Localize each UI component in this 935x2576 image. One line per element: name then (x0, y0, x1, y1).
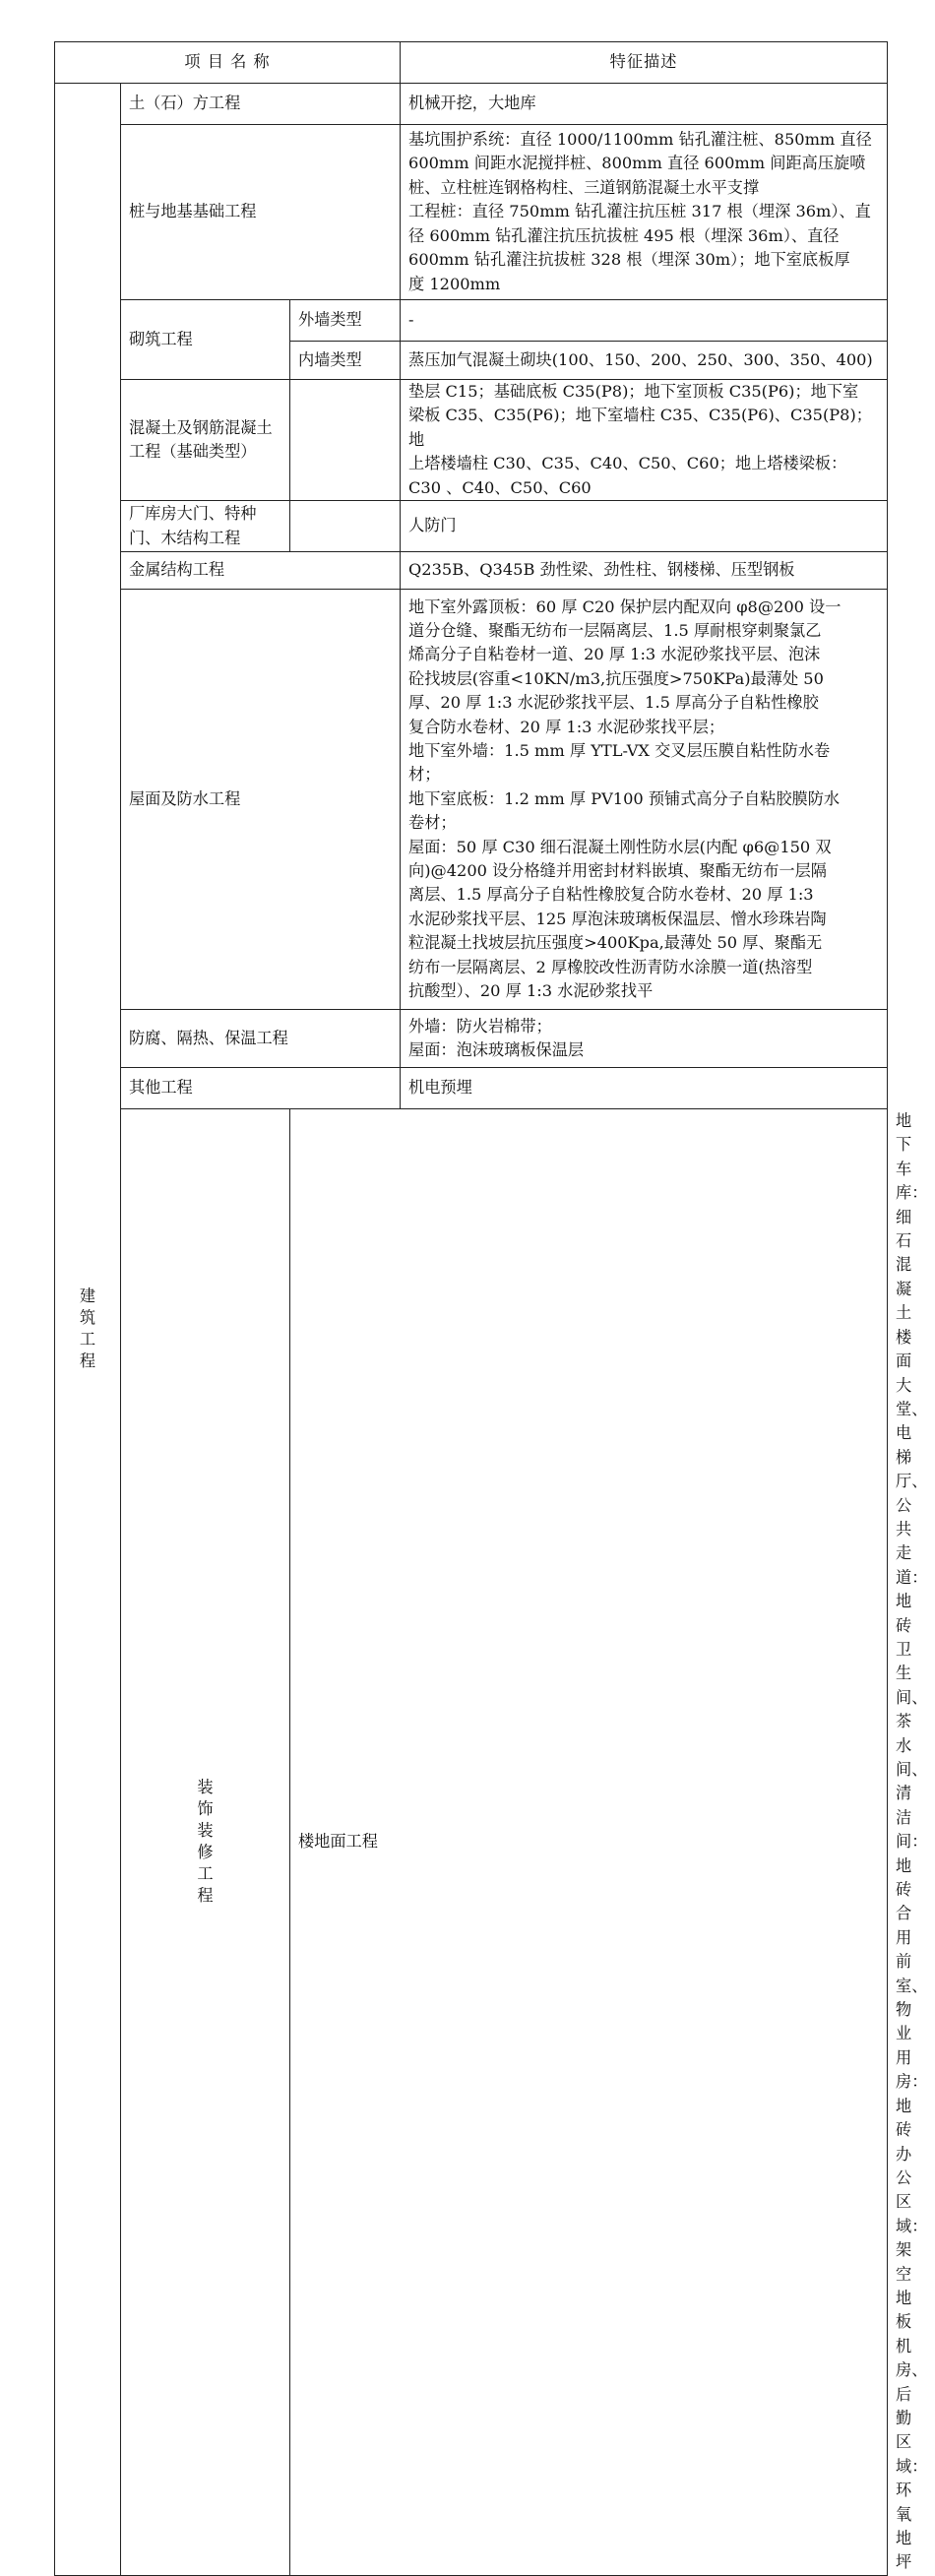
row-desc-other: 机电预埋 (401, 1068, 888, 1109)
desc-line: 抗酸型）、20 厚 1:3 水泥砂浆找平 (408, 981, 654, 1001)
desc-line: 屋面：50 厚 C30 细石混凝土刚性防水层(内配 φ6@150 双 (408, 837, 832, 856)
row-desc-pile (401, 125, 888, 300)
masonry-inner-label: 内墙类型 (290, 342, 401, 380)
desc-line: 度 1200mm (408, 274, 501, 293)
desc-line: 地下室外墙：1.5 mm 厚 YTL-VX 交叉层压膜自粘性防水卷 (408, 741, 831, 761)
row-name-metal: 金属结构工程 (121, 552, 401, 590)
desc-line: 纺布一层隔离层、2 厚橡胶改性沥青防水涂膜一道(热溶型 (408, 957, 813, 976)
row-name-earthwork: 土（石）方工程 (121, 84, 401, 125)
row-desc-earthwork: 机械开挖，大地库 (401, 84, 888, 125)
desc-line: 厚、20 厚 1:3 水泥砂浆找平层、1.5 厚高分子自粘性橡胶 (408, 693, 819, 713)
group-building (55, 84, 121, 2576)
desc-line: 水泥砂浆找平层、125 厚泡沫玻璃板保温层、憎水珍珠岩陶 (408, 909, 827, 928)
row-desc-concrete (401, 380, 888, 501)
desc-line: 离层、1.5 厚高分子自粘性橡胶复合防水卷材、20 厚 1:3 (408, 885, 814, 905)
row-name-insulation: 防腐、隔热、保温工程 (121, 1010, 401, 1068)
row-sub-doors (290, 501, 401, 552)
group-label-building: 建筑工程 (79, 1286, 96, 1370)
desc-line: 向)@4200 设分格缝并用密封材料嵌填、聚酯无纺布一层隔 (408, 861, 827, 881)
desc-line: 粒混凝土找坡层抗压强度>400Kpa,最薄处 50 厚、聚酯无 (408, 933, 823, 953)
desc-line: 上塔楼墙柱 C30、C35、C40、C50、C60；地上塔楼梁板： (408, 454, 847, 473)
desc-line: 地下室底板：1.2 mm 厚 PV100 预铺式高分子自粘胶膜防水 (408, 788, 841, 808)
desc-line: 桩、立柱桩连钢格构柱、三道钢筋混凝土水平支撑 (408, 177, 760, 197)
table-row (55, 552, 888, 590)
desc-line: 基坑围护系统：直径 1000/1100mm 钻孔灌注桩、850mm 直径 (408, 130, 872, 150)
desc-line: 砼找坡层(容重<10KN/m3,抗压强度>750KPa)最薄处 50 (408, 668, 824, 688)
desc-line: 屋面：泡沫玻璃板保温层 (408, 1040, 585, 1060)
desc-line: 道分仓缝、聚酯无纺布一层隔离层、1.5 厚耐根穿刺聚氯乙 (408, 620, 822, 640)
desc-line: 材； (408, 765, 441, 785)
desc-line: 烯高分子自粘卷材一道、20 厚 1:3 水泥砂浆找平层、泡沫 (408, 645, 821, 664)
masonry-inner-desc: 蒸压加气混凝土砌块(100、150、200、250、300、350、400) (401, 342, 888, 380)
table-row (55, 125, 888, 300)
spec-table (54, 41, 928, 2576)
desc-line: 垫层 C15；基础底板 C35(P8)；地下室顶板 C35(P6)；地下室 (408, 382, 859, 401)
desc-line: C30 、C40、C50、C60 (408, 477, 592, 497)
table-row (55, 380, 888, 501)
desc-line: 600mm 间距水泥搅拌桩、800mm 直径 600mm 间距高压旋喷 (408, 154, 866, 173)
row-sub-concrete (290, 380, 401, 501)
group-label-decoration: 装饰装修工程 (197, 1777, 214, 1905)
row-desc-doors: 人防门 (401, 501, 888, 552)
table-row (55, 501, 888, 552)
group-decoration (121, 1109, 290, 2576)
row-name-pile: 桩与地基基础工程 (121, 125, 401, 300)
masonry-outer-label: 外墙类型 (290, 300, 401, 342)
header-row (55, 42, 888, 84)
desc-line: 地下室外露顶板：60 厚 C20 保护层内配双向 φ8@200 设一 (408, 597, 842, 616)
header-name: 项 目 名 称 (55, 42, 401, 84)
desc-line: 卷材； (408, 813, 457, 833)
row-name-masonry: 砌筑工程 (121, 300, 290, 380)
table-row (55, 84, 888, 125)
row-desc-insulation (401, 1010, 888, 1068)
desc-line: 外墙：防火岩棉带； (408, 1016, 552, 1036)
desc-line: 600mm 钻孔灌注抗拔桩 328 根（埋深 30m）；地下室底板厚 (408, 250, 850, 270)
table-row (55, 1068, 888, 1109)
row-desc-roof (401, 590, 888, 1010)
table-row (55, 1010, 888, 1068)
desc-line: 工程桩：直径 750mm 钻孔灌注抗压桩 317 根（埋深 36m）、直 (408, 202, 871, 221)
row-name-concrete: 混凝土及钢筋混凝土工程（基础类型） (121, 380, 290, 501)
masonry-outer-desc: - (401, 300, 888, 342)
row-desc-metal: Q235B、Q345B 劲性梁、劲性柱、钢楼梯、压型钢板 (401, 552, 888, 590)
row-name-doors: 厂库房大门、特种门、木结构工程 (121, 501, 290, 552)
table-row: 装饰装修工程 楼地面工程 地下车库：细石混凝土楼面 大堂、电梯厅、公共走道：地砖 卫生间、茶水间、清洁间：地砖 合用前室、物业用房：地砖 办公区域：架空地板 机房、后勤区域：环氧地坪 (55, 1109, 888, 2576)
header-desc: 特征描述 (401, 42, 888, 84)
row-name-roof: 屋面及防水工程 (121, 590, 401, 1010)
desc-line: 梁板 C35、C35(P6)；地下室墙柱 C35、C35(P6)、C35(P8)；地 (408, 406, 872, 449)
desc-line: 径 600mm 钻孔灌注抗压抗拔桩 495 根（埋深 36m）、直径 (408, 225, 840, 245)
row-name-other: 其他工程 (121, 1068, 401, 1109)
row-name-floor: 楼地面工程 (290, 1109, 888, 2576)
desc-line: 复合防水卷材、20 厚 1:3 水泥砂浆找平层； (408, 717, 725, 736)
table-row (55, 300, 888, 342)
table-row (55, 590, 888, 1010)
